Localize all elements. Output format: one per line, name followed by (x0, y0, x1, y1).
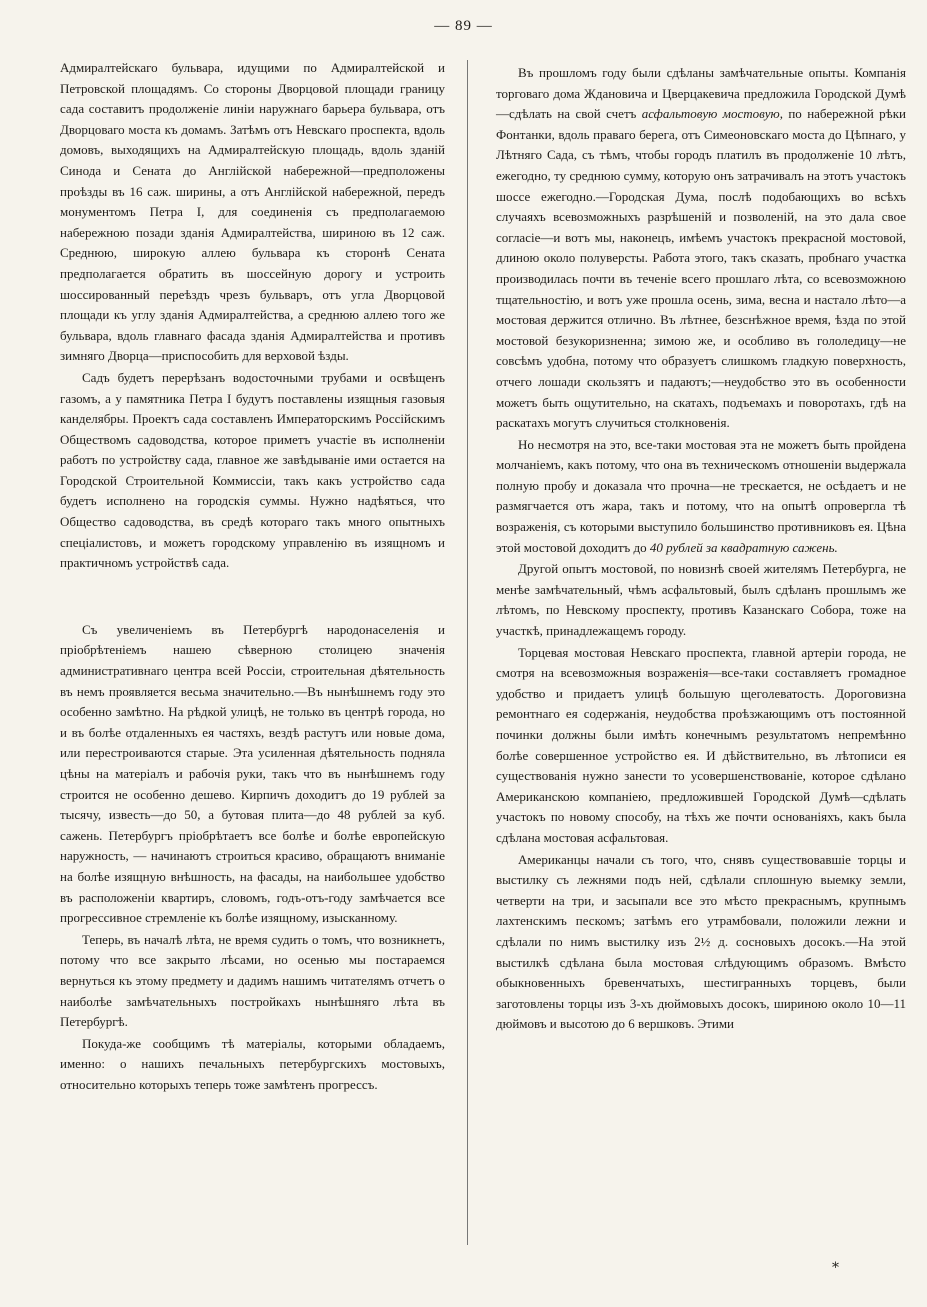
paragraph: Съ увеличеніемъ въ Петербургѣ народонаселенія и пріобрѣтеніемъ нашею сѣверною столицею значенія административнаго центра всей Россіи, строительная дѣятельность въ немъ проявляется весьма значительно.—Въ нынѣшнемъ году это особенно замѣтно. На рѣдкой улицѣ, не только въ центрѣ города, но и въ болѣе отдаленныхъ ея частяхъ, вездѣ растутъ или новые дома, или перестроиваются старые. Эта усиленная дѣятельность подняла цѣны на матеріалъ и рабочія руки, такъ что въ нынѣшнемъ году строится не особенно дешево. Кирпичъ доходитъ до 19 рублей за тысячу, известь—до 50, а бутовая плита—до 48 рублей за куб. сажень. Петербургъ пріобрѣтаетъ все болѣе и болѣе европейскую наружность, — начинаютъ строиться красиво, обращаютъ вниманіе на болѣе изящную внѣшность, на фасады, на наибольшее удобство въ расположеніи квартиръ, словомъ, годъ-отъ-году замѣчается все прогрессивное стремленіе къ болѣе изящному, изысканному. (60, 621, 445, 926)
left-column (60, 58, 445, 1096)
paragraph (496, 63, 906, 434)
paragraph: Теперь, въ началѣ лѣта, не время судить о томъ, что возникнетъ, потому что все закрыто лѣсами, но осенью мы постараемся вернуться къ этому предмету и дадимъ нашимъ читателямъ отчетъ о наиболѣе замѣчательныхъ постройкахъ нынѣшняго лѣта въ Петербургѣ. (60, 931, 445, 1030)
italic-phrase: асфальтовую мостовую (641, 106, 780, 122)
text-run: , по набережной рѣки Фонтанки, вдоль праваго берега, отъ Симеоновскаго моста до Цѣпнаго, у Лѣтняго Сада, съ тѣмъ, чтобы городъ платилъ въ продолженіе 10 лѣтъ, ежегодно, ту среднюю сумму, которую онъ затрачивалъ на этотъ участокъ шоссе ежегодно.—Городская Дума, послѣ подобающихъ во всѣхъ случаяхъ всевозможныхъ разрѣшеній и позволеній, на это дала свое согласіе—и вотъ мы, наконецъ, имѣемъ участокъ прекрасной мостовой, длиною около полуверсты. Работа этого, такъ сказать, пробнаго участка производилась почти въ теченіе всего прошлаго лѣта, со всевозможною тщательностію, и вотъ уже прошла осень, зима, весна и настало лѣто—а мостовая держится отлично. Въ лѣтнее, безснѣжное время, ѣзда по этой мостовой безукоризненна; зимою же, и особливо въ гололедицу—не совсѣмъ удобна, потому что образуетъ слишкомъ гладкую поверхность, отчего лошади скользятъ и падаютъ;—неудобство это въ особенности можетъ быть ощутительно, на скатахъ, подъемахъ и поворотахъ, гдѣ на раскатахъ могутъ случиться столкновенія. (496, 106, 907, 431)
page-number: — 89 — (434, 18, 493, 34)
paragraph (496, 435, 906, 559)
italic-phrase: 40 рублей за квадратную сажень. (649, 539, 838, 555)
right-column (496, 63, 906, 1035)
paragraph: Другой опытъ мостовой, по новизнѣ своей жителямъ Петербурга, не менѣе замѣчательный, чѣмъ асфальтовый, былъ сдѣланъ прошлымъ же лѣтомъ, по Невскому проспекту, противъ Казанскаго Собора, тоже на участкѣ, принадлежащемъ городу. (496, 561, 906, 639)
text-run: Въ прошломъ году были сдѣланы замѣчательные опыты. Компанія торговаго дома Ждановича и Цверцакевича предложила Городской Думѣ—сдѣлать на свой счетъ (496, 65, 906, 122)
paragraph: Американцы начали съ того, что, снявъ существовавшіе торцы и выстилку съ лежнями подъ ней, сдѣлали сплошную выемку земли, четверти на три, и засыпали все это мѣсто прекраснымъ, крупнымъ лахтенскимъ пескомъ; затѣмъ его утрамбовали, положили лежни и сдѣлали по нимъ выстилку изъ 2½ д. сосновыхъ досокъ.—На этой выстилкѣ сдѣлана была мостовая слѣдующимъ образомъ. Вмѣсто обыкновенныхъ бревенчатыхъ, шестигранныхъ торцевъ, были заготовлены торцы изъ 3-хъ дюймовыхъ досокъ, шириною около 10—11 дюймовъ и высотою до 6 вершковъ. Этими (496, 851, 906, 1032)
footnote-mark: * (832, 1260, 839, 1276)
column-divider (467, 60, 468, 1245)
paragraph: Адмиралтейскаго бульвара, идущими по Адмиралтейской и Петровской площадямъ. Со стороны Дворцовой площади границу сада составитъ продолженіе линіи наружнаго барьера бульвара, отъ Дворцоваго моста къ домамъ. Затѣмъ отъ Невскаго проспекта, вдоль домовъ, выходящихъ на Адмиралтейскую площадь, вдоль зданій Синода и Сената до Англійской набережной—предположены проѣзды въ 16 саж. ширины, а отъ Англійской набережной, передъ монументомъ Петра I, для соединенія съ предполагаемою набережною позади зданія Адмиралтейства, шириною въ 12 саж. Среднюю, широкую аллею бульвара къ сторонѣ Сената предполагается обратить въ шоссейную дорогу и устроить шоссированный переѣздъ чрезъ бульваръ, отъ угла Дворцовой площади къ углу зданія Адмиралтейства, а среднюю аллею того же бульвара, вдоль главнаго фасада зданія Адмиралтейства и противъ зимняго Дворца—приспособить для верховой ѣзды. (60, 60, 445, 364)
paragraph: Садъ будетъ перерѣзанъ водосточными трубами и освѣщенъ газомъ, а у памятника Петра I будутъ поставлены изящныя газовыя канделябры. Проектъ сада составленъ Императорскимъ Россійскимъ Обществомъ садоводства, которое приметъ участіе въ исполненіи работъ по устройству сада, главное же завѣдываніе ими остается на Городской Строительной Коммиссіи, такъ какъ устройство сада будетъ исполнено на городскія суммы. Нужно надѣяться, что Общество садоводства, въ средѣ котораго такъ много опытныхъ спеціалистовъ, и можетъ городскому управленію въ изящномъ и практичномъ устройствѣ сада. (60, 369, 445, 571)
paragraph: Торцевая мостовая Невскаго проспекта, главной артеріи города, не смотря на всевозможныя возраженія—все-таки составляетъ громадное удобство и придаетъ улицѣ большую щеголеватость. Дороговизна ремонтнаго ея содержанія, неудобства проѣзжающимъ отъ постоянной починки должны были имѣть конечнымъ результатомъ непремѣнно болѣе совершенное устройство ея. И дѣйствительно, въ лѣтописи ея существованія нужно занести то усовершенствованіе, которое сдѣлано Американскою компаніею, предложившей Городской Думѣ—сдѣлать участокъ по новому способу, на тѣхъ же почти основаніяхъ, какъ была сдѣлана мостовая асфальтовая. (496, 644, 906, 845)
paragraph: Покуда-же сообщимъ тѣ матеріалы, которыми обладаемъ, именно: о нашихъ печальныхъ петербургскихъ мостовыхъ, относительно которыхъ теперь тоже замѣтенъ прогрессъ. (60, 1035, 445, 1092)
text-run: Но несмотря на это, все-таки мостовая эта не можетъ быть пройдена молчаніемъ, какъ потому, что она въ техническомъ отношеніи выдержала полную пробу и доказала что прочна—не трескается, не осѣдаетъ и не размягчается отъ жара, такъ и потому, что на опытѣ опровергла тѣ возраженія, съ которыми выступило большинство противниковъ ея. Цѣна этой мостовой доходитъ до (496, 436, 906, 555)
